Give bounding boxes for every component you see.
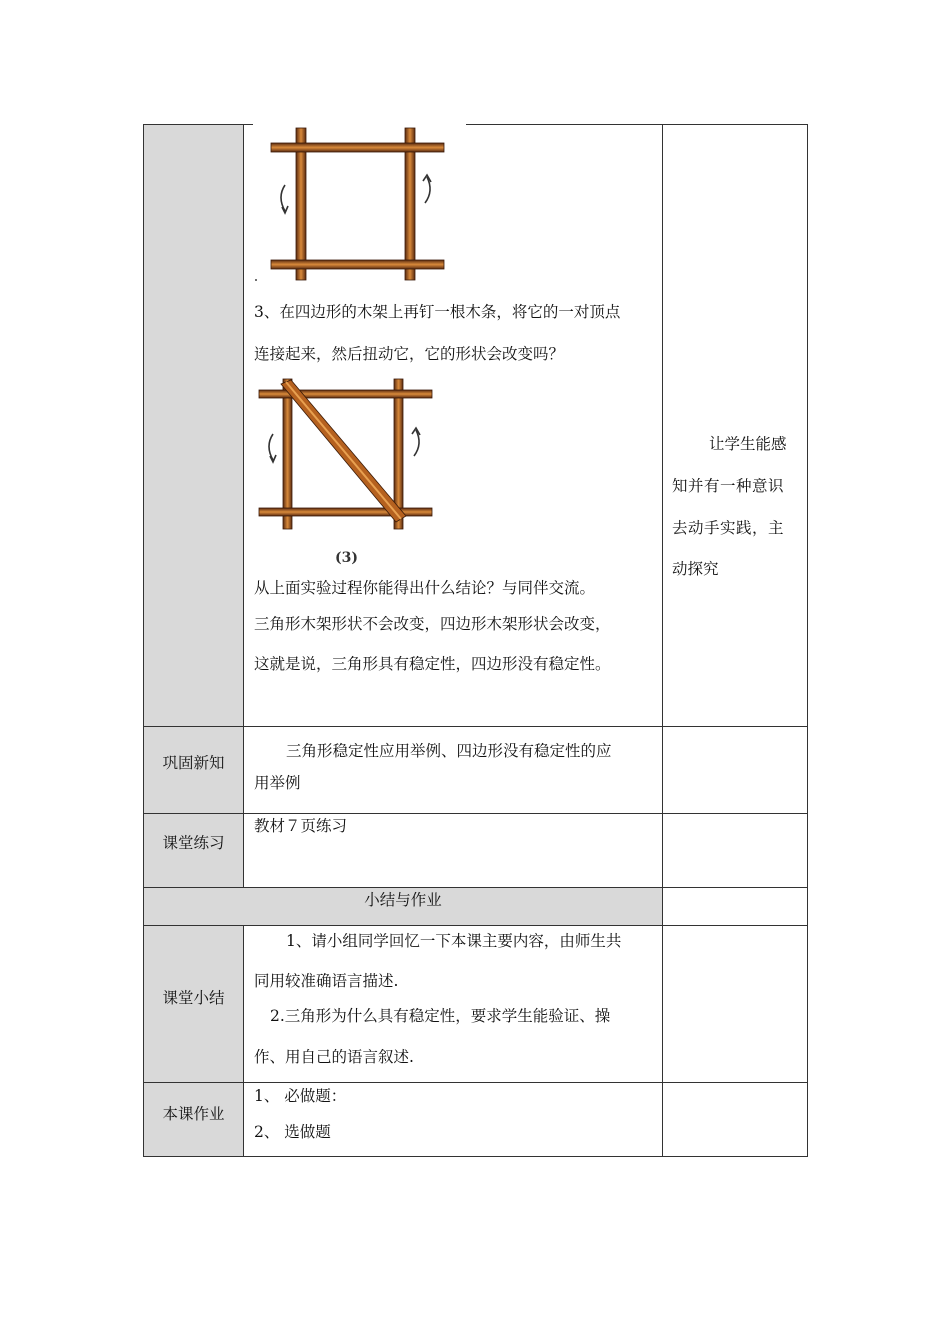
label-cell-top bbox=[143, 124, 244, 726]
design-intent-line1: 让学生能感 bbox=[709, 435, 787, 453]
summary-header: 小结与作业 bbox=[364, 891, 442, 909]
design-intent-line2: 知并有一种意识 bbox=[672, 477, 785, 495]
summary-line1: 1、请小组同学回忆一下本课主要内容，由师生共 bbox=[286, 932, 622, 950]
row-divider bbox=[143, 887, 808, 888]
homework-item1: 1、 必做题： bbox=[254, 1087, 347, 1105]
step3-text-line2: 连接起来，然后扭动它，它的形状会改变吗？ bbox=[254, 345, 565, 363]
braced-frame-figure bbox=[251, 376, 441, 566]
step3-text-line1: 3、在四边形的木架上再钉一根木条，将它的一对顶点 bbox=[254, 303, 621, 321]
column-divider bbox=[662, 124, 663, 1157]
summary-line2: 同用较准确语言描述. bbox=[254, 972, 399, 990]
conclusion-line1: 三角形木架形状不会改变，四边形木架形状会改变， bbox=[254, 615, 611, 633]
consolidate-line1: 三角形稳定性应用举例、四边形没有稳定性的应 bbox=[286, 742, 612, 760]
consolidate-label: 巩固新知 bbox=[162, 754, 225, 772]
lesson-table bbox=[143, 124, 808, 1157]
consolidate-line2: 用举例 bbox=[254, 774, 301, 792]
summary-line3: 2.三角形为什么具有稳定性，要求学生能验证、操 bbox=[270, 1007, 611, 1025]
summary-line4: 作、用自己的语言叙述. bbox=[254, 1048, 414, 1066]
question-text: 从上面实验过程你能得出什么结论？与同伴交流。 bbox=[254, 579, 596, 597]
practice-label: 课堂练习 bbox=[162, 834, 225, 852]
summary-label: 课堂小结 bbox=[162, 989, 225, 1007]
figure3-caption: (3) bbox=[335, 550, 358, 566]
conclusion-line2: 这就是说，三角形具有稳定性，四边形没有稳定性。 bbox=[254, 655, 611, 673]
homework-item2: 2、 选做题 bbox=[254, 1123, 331, 1141]
practice-content: 教材７页练习 bbox=[254, 817, 348, 835]
homework-label: 本课作业 bbox=[162, 1105, 225, 1123]
design-intent-line3: 去动手实践，主 bbox=[672, 519, 785, 537]
design-intent-line4: 动探究 bbox=[672, 560, 719, 578]
square-frame-figure bbox=[255, 125, 455, 285]
table-border-right bbox=[807, 124, 808, 1157]
